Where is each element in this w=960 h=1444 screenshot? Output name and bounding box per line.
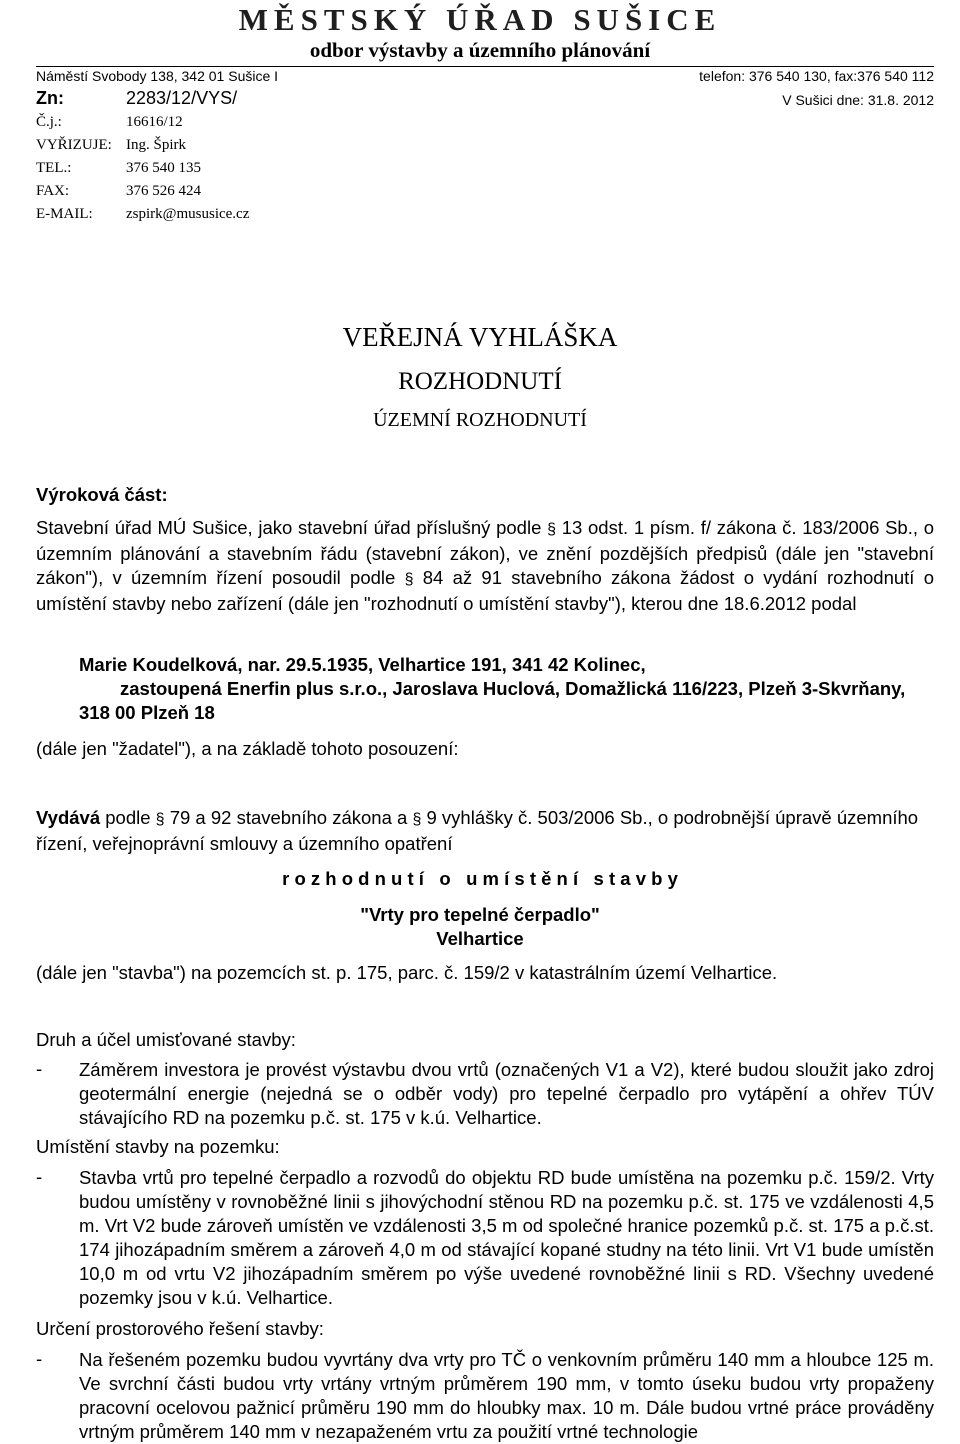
paragraph-symbol: § [155, 811, 165, 828]
paragraph-symbol: § [404, 571, 414, 588]
issues-bold: Vydává [36, 807, 101, 828]
issues-part-c: 9 vyhlášky č. 503/2006 Sb., o podrobnější úpravě územního řízení, veřejnoprávní smlouvy a územního opatření [36, 807, 919, 854]
issues-paragraph [36, 806, 934, 856]
section-spatial-text: Na řešeném pozemku budou vyvrtány dva vrty pro TČ o venkovním průměru 140 mm a hloubce 125 m. Ve svrchní části budou vrty vrtány vrtným průměrem 190 mm, v tomto úseku budou vrty propaženy pracovní ocelovou pažnicí průměru 190 mm do hloubky max. 10 m. Dále budou vrtné práce prováděny vrtným průměrem 140 mm v nezapaženém vrtu za použití vrtné technologie [79, 1349, 934, 1442]
intro-part-c: 84 až 91 stavebního zákona žádost o vydání rozhodnutí o umístění stavby nebo zařízení (dále jen "rozhodnutí o umístění stavby"), kterou dne 18.6.2012 podal [36, 567, 934, 614]
meta-label-email: E-MAIL: [36, 206, 93, 222]
section-purpose-text: Záměrem investora je provést výstavbu dvou vrtů (označených V1 a V2), které budou sloužit jako zdroj geotermální energie (nejedná se o odběr vody) pro tepelné čerpadlo pro vytápění a ohřev TÚV stávajícího RD na pozemku p.č. st. 175 v k.ú. Velhartice. [79, 1059, 934, 1128]
meta-label-tel: TEL.: [36, 160, 72, 176]
list-dash: - [36, 1166, 43, 1187]
issues-part-a: podle [105, 807, 151, 828]
meta-value-cj: 16616/12 [126, 114, 183, 130]
meta-value-tel: 376 540 135 [126, 160, 201, 176]
intro-paragraph [36, 516, 934, 616]
intro-part-a: Stavební úřad MÚ Sušice, jako stavební úřad příslušný podle [36, 517, 542, 538]
applicant-note: (dále jen "žadatel"), a na základě tohoto posouzení: [36, 738, 459, 759]
document-date: V Sušici dne: 31.8. 2012 [782, 92, 934, 108]
zoning-decision-heading: ÚZEMNÍ ROZHODNUTÍ [373, 409, 587, 431]
list-dash: - [36, 1058, 43, 1079]
office-phone-fax: telefon: 376 540 130, fax:376 540 112 [699, 68, 934, 84]
department-name: odbor výstavby a územního plánování [309, 38, 651, 62]
intro-part-b: 13 odst. 1 písm. f/ zákona č. 183/2006 Sb., o územním plánování a stavebním řádu (stavební zákon), ve znění pozdějších předpisů (dále jen "stavební zákon"), v územním řízení posoudil podle [36, 517, 935, 588]
decision-heading: ROZHODNUTÍ [398, 368, 562, 395]
project-name: "Vrty pro tepelné čerpadlo" [360, 904, 600, 925]
applicant-line-3: 318 00 Plzeň 18 [79, 702, 215, 723]
public-notice-heading: VEŘEJNÁ VYHLÁŠKA [342, 322, 618, 352]
paragraph-symbol: § [547, 521, 556, 538]
section-location-title: Umístění stavby na pozemku: [36, 1136, 280, 1157]
office-name: MĚSTSKÝ ÚŘAD SUŠICE [238, 2, 722, 37]
section-label: Výroková část: [36, 484, 168, 505]
decision-title: r o z h o d n u t í o u m í s t ě n í s t a v b y [282, 868, 678, 889]
meta-value-fax: 376 526 424 [126, 183, 201, 199]
applicant-line-2: zastoupená Enerfin plus s.r.o., Jaroslava Huclová, Domažlická 116/223, Plzeň 3-Skvrňany, [120, 678, 906, 699]
section-spatial-title: Určení prostorového řešení stavby: [36, 1318, 324, 1339]
project-place: Velhartice [436, 928, 524, 949]
reference-value: 2283/12/VYS/ [126, 88, 238, 108]
applicant-line-1: Marie Koudelková, nar. 29.5.1935, Velhartice 191, 341 42 Kolinec, [79, 654, 646, 675]
meta-value-email[interactable]: zspirk@mususice.cz [126, 206, 250, 222]
meta-value-handler: Ing. Špirk [126, 137, 186, 153]
office-address: Náměstí Svobody 138, 342 01 Sušice I [36, 68, 279, 84]
meta-label-handler: VYŘIZUJE: [36, 137, 112, 153]
project-note: (dále jen "stavba") na pozemcích st. p. 175, parc. č. 159/2 v katastrálním území Velhartice. [36, 962, 778, 983]
header-divider [36, 66, 934, 67]
list-dash: - [36, 1348, 43, 1369]
reference-label: Zn: [36, 88, 64, 108]
section-purpose-title: Druh a účel umisťované stavby: [36, 1029, 296, 1050]
paragraph-symbol: § [412, 811, 422, 828]
section-location-text: Stavba vrtů pro tepelné čerpadlo a rozvodů do objektu RD bude umístěna na pozemku p.č. 159/2. Vrty budou umístěny v rovnoběžné linii s jihovýchodní stěnou RD na pozemku p.č. st. 175 ve vzdálenosti 4,5 m. Vrt V2 bude zároveň umístěn ve vzdálenosti 3,5 m od společné hranice pozemků p.č. st. 175 a p.č.st. 174 jihozápadním směrem a zároveň 4,0 m od stávající kopané studny na této linii. Vrt V1 bude umístěn 10,0 m od vrtu V2 jihozápadním směrem po výše uvedené rovnoběžné linii s RD. Všechny uvedené pozemky jsou v k.ú. Velhartice. [79, 1167, 934, 1308]
meta-label-cj: Č.j.: [36, 114, 62, 130]
meta-label-fax: FAX: [36, 183, 70, 199]
issues-part-b: 79 a 92 stavebního zákona a [169, 807, 408, 828]
